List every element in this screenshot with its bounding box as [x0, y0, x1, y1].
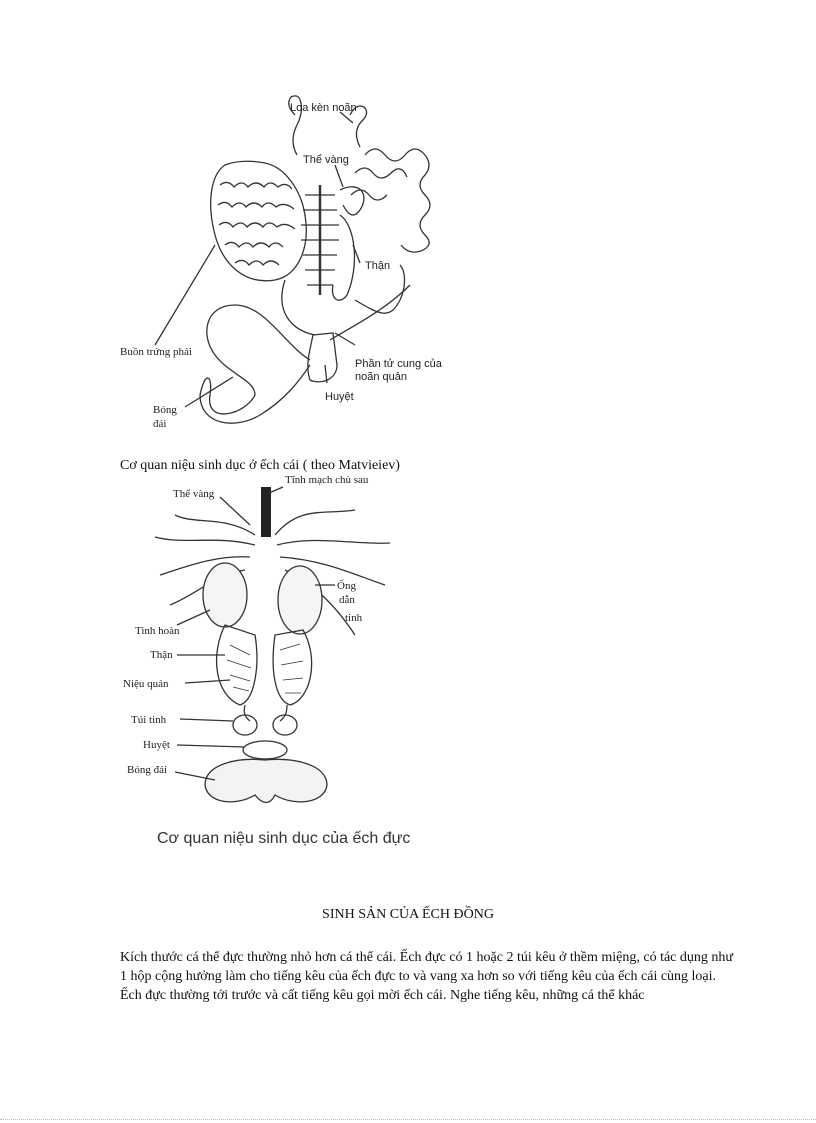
label-tinh: tinh: [345, 612, 363, 624]
label-phan-tu-cung-1: Phần tử cung của: [355, 358, 442, 370]
section-body: [120, 948, 740, 1005]
label-huyet-male: Huyệt: [143, 739, 170, 751]
paragraph-2: Ếch đực thường tới trước và cất tiếng kêu gọi mời ếch cái. Nghe tiếng kêu, những cá thể khác: [120, 988, 645, 1003]
page-bottom-divider: [0, 1119, 816, 1120]
figure-female-urogenital: [115, 95, 455, 440]
female-urogenital-illustration: [115, 95, 455, 440]
label-huyet: Huyệt: [325, 391, 354, 403]
label-buong-trung-phai: Buồn trứng phải: [120, 346, 192, 358]
label-phan-tu-cung-2: noãn quản: [355, 371, 407, 383]
figure1-caption: Cơ quan niệu sinh dục ở ếch cái ( theo Matvieiev): [120, 458, 400, 473]
paragraph-1: Kích thước cá thể đực thường nhỏ hơn cá thể cái. Ếch đực có 1 hoặc 2 túi kêu ở thềm miệng, có tác dụng như 1 hộp cộng hưởng làm cho tiếng kêu của ếch đực to và vang xa hơn so với tiếng kêu của ếch cái cùng loại.: [120, 950, 733, 984]
label-the-vang-male: Thể vàng: [173, 488, 215, 500]
label-dan: dẫn: [339, 594, 355, 606]
label-nieu-quan: Niệu quản: [123, 678, 169, 690]
label-than: Thận: [365, 260, 391, 272]
label-the-vang: Thể vàng: [303, 154, 349, 166]
label-loa-ken-noan: Loa kèn noãn: [290, 102, 357, 114]
figure2-caption: Cơ quan niệu sinh dục của ếch đực: [157, 830, 411, 847]
section-title: SINH SẢN CỦA ẾCH ĐỒNG: [322, 907, 494, 922]
label-bong-dai-2: đái: [153, 418, 167, 430]
label-tui-tinh: Túi tinh: [131, 714, 167, 726]
label-ong: Ống: [337, 580, 356, 592]
label-than-male: Thận: [150, 649, 173, 661]
label-bong-dai-1: Bóng: [153, 404, 177, 416]
label-tinh-mach-chu-sau: Tĩnh mạch chủ sau: [285, 475, 369, 486]
male-urogenital-illustration: [115, 475, 415, 815]
label-bong-dai: Bóng đái: [127, 764, 168, 776]
label-tinh-hoan: Tinh hoàn: [135, 625, 180, 637]
figure-male-urogenital: [115, 475, 415, 815]
